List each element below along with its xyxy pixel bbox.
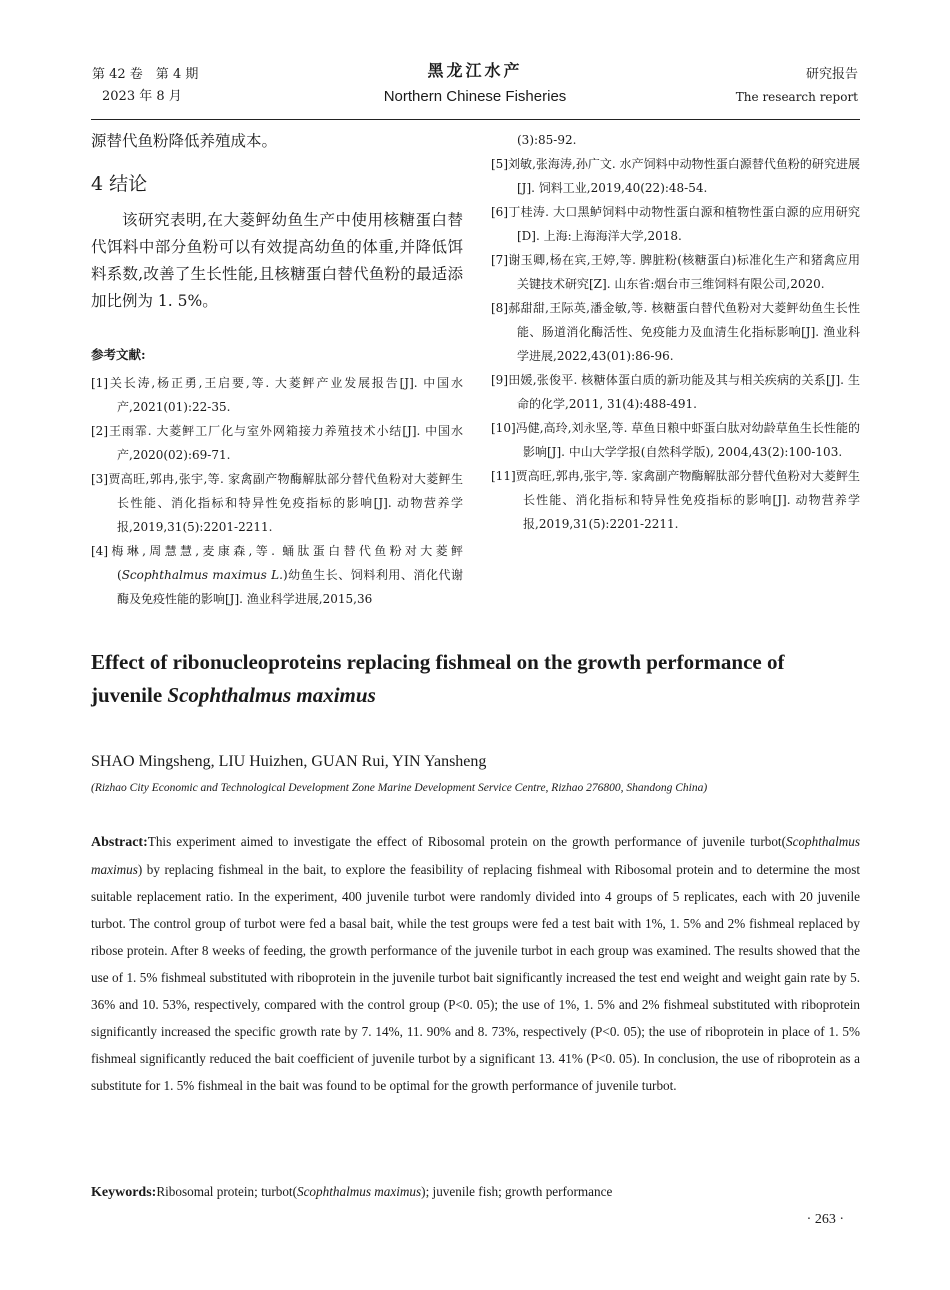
header-volume-info [92, 64, 198, 108]
abstract [91, 828, 860, 1099]
reference-6: [6]丁桂涛. 大口黑鲈饲料中动物性蛋白源和植物性蛋白源的应用研究[D]. 上海:上海海洋大学,2018. [491, 205, 860, 243]
abstract-pre: This experiment aimed to investigate the effect of Ribosomal protein on the growth performance of juvenile turbot( [147, 834, 786, 849]
abstract-label: Abstract: [91, 835, 148, 850]
continued-paragraph: 源替代鱼粉降低养殖成本。 [91, 132, 278, 150]
header-rule [91, 119, 860, 120]
reference-8: [8]郝甜甜,王际英,潘金敏,等. 核糖蛋白替代鱼粉对大菱鲆幼鱼生长性能、肠道消化酶活性、免疫能力及血清生化指标影响[J]. 渔业科学进展,2022,43(01):86-96. [491, 301, 860, 363]
reference-4-post: )幼鱼生长、饲料利用、消化代谢酶及免疫性能的影响[J]. 渔业科学进展,2015,36 [117, 568, 464, 606]
english-title [91, 646, 860, 712]
journal-name [300, 60, 650, 108]
category-en: The research report [735, 90, 858, 104]
affiliation: (Rizhao City Economic and Technological Development Zone Marine Development Service Centre, Rizhao 276800, Shandong China) [91, 782, 708, 794]
english-title-main: Effect of ribonucleoproteins replacing fishmeal on the growth performance of juvenile [91, 650, 785, 707]
english-title-species: Scophthalmus maximus [167, 683, 376, 707]
reference-10: [10]冯健,高玲,刘永坚,等. 草鱼日粮中虾蛋白肽对幼龄草鱼生长性能的影响[J]. 中山大学学报(自然科学版), 2004,43(2):100-103. [491, 421, 860, 459]
header-category [736, 64, 858, 108]
conclusion-paragraph: 该研究表明,在大菱鲆幼鱼生产中使用核糖蛋白替代饵料中部分鱼粉可以有效提高幼鱼的体重,并降低饵料系数,改善了生长性能,且核糖蛋白替代鱼粉的最适添加比例为 1. 5%。 [91, 211, 463, 310]
page-number: · 263 · [806, 1212, 844, 1227]
volume-issue: 第 42 卷 第 4 期 [92, 67, 199, 82]
reference-4-pre: [4]梅琳,周慧慧,麦康森,等. 蛹肽蛋白替代鱼粉对大菱鲆( [91, 544, 463, 582]
keywords-label: Keywords: [91, 1185, 157, 1200]
reference-7: [7]谢玉卿,杨在宾,王婷,等. 脾脏粉(核糖蛋白)标准化生产和猪禽应用关键技术研究[Z]. 山东省:烟台市三维饲料有限公司,2020. [491, 253, 860, 291]
reference-9: [9]田媛,张俊平. 核糖体蛋白质的新功能及其与相关疾病的关系[J]. 生命的化学,2011, 31(4):488-491. [491, 373, 860, 411]
reference-3: [3]贾高旺,郭冉,张宇,等. 家禽副产物酶解肽部分替代鱼粉对大菱鲆生长性能、消化指标和特异性免疫指标的影响[J]. 动物营养学报,2019,31(5):2201-2211. [91, 472, 463, 534]
reference-2: [2]王雨霏. 大菱鲆工厂化与室外网箱接力养殖技术小结[J]. 中国水产,2020(02):69-71. [91, 424, 463, 462]
reference-5: [5]刘敏,张海涛,孙广文. 水产饲料中动物性蛋白源替代鱼粉的研究进展[J]. 饲料工业,2019,40(22):48-54. [491, 157, 860, 195]
keywords-species: Scophthalmus maximus [296, 1184, 422, 1199]
abstract-species: Scophthalmus maximus [91, 834, 860, 877]
authors: SHAO Mingsheng, LIU Huizhen, GUAN Rui, YIN Yansheng [91, 753, 487, 770]
category-cn: 研究报告 [805, 67, 858, 82]
abstract-body: ) by replacing fishmeal in the bait, to explore the feasibility of replacing fishmeal with Ribosomal protein and to determine the most suitable replacement ratio. In the experiment, 400 juvenile turbot were randomly divided into 4 groups of 5 replicates, each with 20 juvenile turbot. The control group of turbot were fed a basal bait, while the test groups were fed a test bait with 1%, 1. 5% and 2% fishmeal replaced by ribose protein. After 8 weeks of feeding, the growth performance of the juvenile turbot in each group was examined. The results showed that the use of 1. 5% fishmeal substituted with riboprotein in the juvenile turbot bait significantly increased the test end weight and weight gain rate by 5. 36% and 10. 53%, respectively, compared with the control group (P<0. 05); the use of 1%, 1. 5% and 2% fishmeal substituted with riboprotein significantly increased the specific growth rate by 7. 14%, 11. 90% and 8. 73%, respectively (P<0. 05); the use of riboprotein in place of 1. 5% fishmeal significantly reduced the bait coefficient of juvenile turbot by a significant 13. 41% (P<0. 05). In conclusion, the use of riboprotein as a substitute for 1. 5% fishmeal in the bait was found to be optimal for the growth performance of juvenile turbot. [91, 862, 860, 1093]
keywords-post: ); juvenile fish; growth performance [421, 1184, 613, 1199]
keywords [91, 1178, 860, 1206]
reference-4-continued: (3):85-92. [517, 133, 577, 147]
section-heading-conclusion: 4 结论 [91, 173, 148, 195]
reference-4 [91, 539, 463, 611]
keywords-pre: Ribosomal protein; turbot( [156, 1184, 297, 1199]
publication-date: 2023 年 8 月 [102, 89, 182, 104]
reference-11: [11]贾高旺,郭冉,张宇,等. 家禽副产物酶解肽部分替代鱼粉对大菱鲆生长性能、消化指标和特异性免疫指标的影响[J]. 动物营养学报,2019,31(5):2201-2211. [491, 469, 860, 531]
reference-4-species: Scophthalmus maximus L. [121, 568, 283, 582]
journal-name-cn: 黑龙江水产 [427, 61, 523, 80]
right-column [491, 128, 860, 536]
references-heading: 参考文献: [91, 347, 146, 362]
left-column [91, 128, 463, 611]
reference-1: [1]关长涛,杨正勇,王启要,等. 大菱鲆产业发展报告[J]. 中国水产,2021(01):22-35. [91, 376, 463, 414]
journal-name-en: Northern Chinese Fisheries [383, 88, 567, 105]
